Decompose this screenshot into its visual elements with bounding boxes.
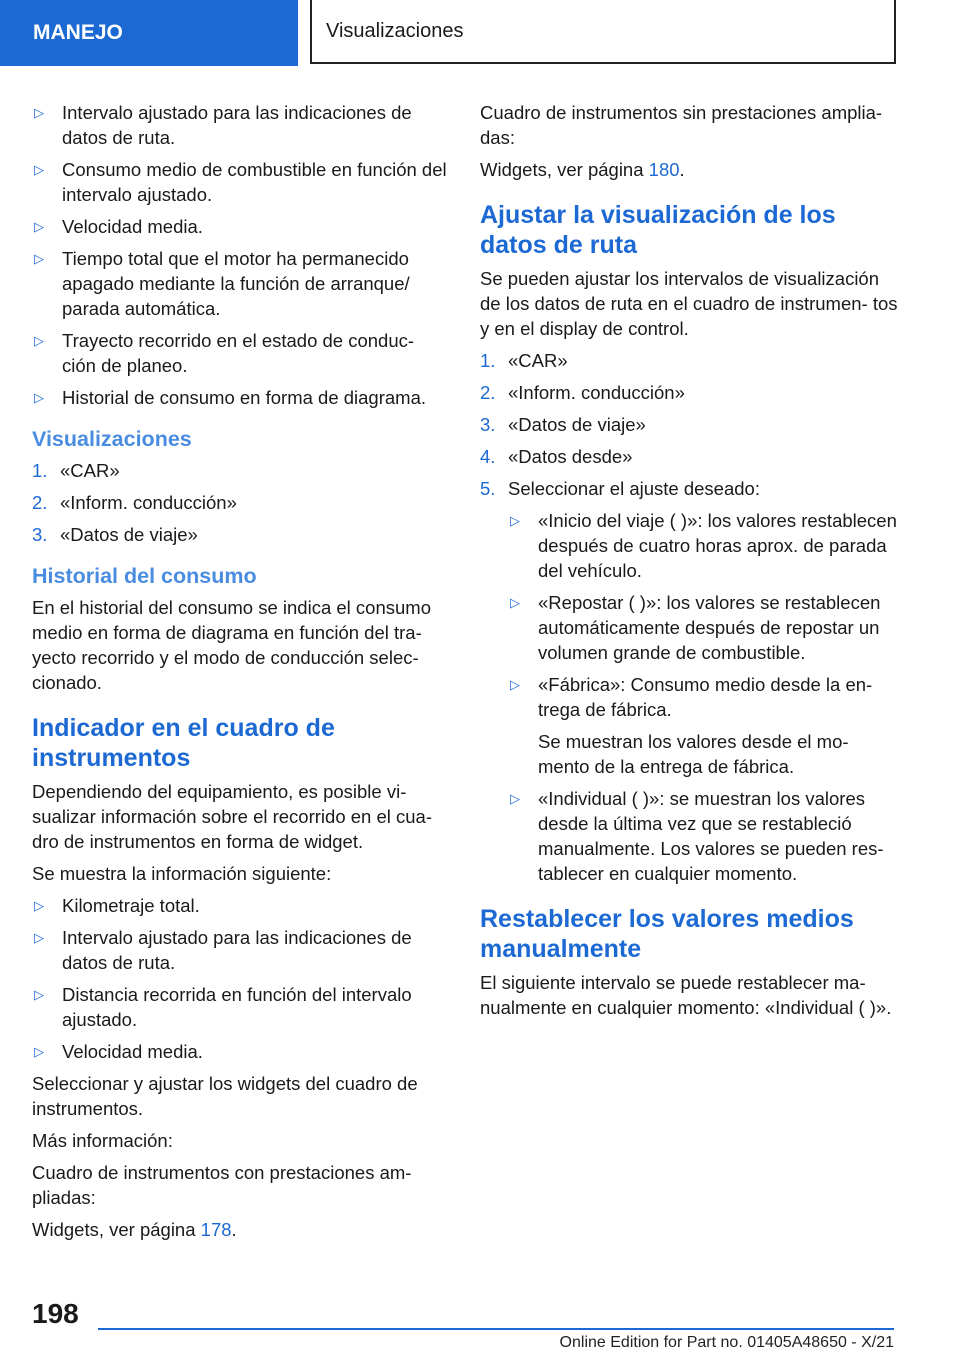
paragraph: Dependiendo del equipamiento, es posible vi- sualizar información sobre el recorrido en el cua- dro de instrumentos en forma de widget. — [32, 781, 432, 852]
list-item: ▷ Tiempo total que el motor ha permanecido apagado mediante la función de arranque/ parada automática. — [34, 248, 410, 319]
page-number: 198 — [32, 1298, 79, 1329]
triangle-bullet-icon: ▷ — [510, 513, 520, 528]
step-item: 5. Seleccionar el ajuste deseado: — [480, 478, 760, 499]
heading-indicador: Indicador en el cuadro de instrumentos — [32, 714, 335, 772]
triangle-bullet-icon: ▷ — [34, 333, 44, 348]
list-item: ▷ Velocidad media. — [34, 1041, 203, 1062]
paragraph: Se muestra la información siguiente: — [32, 863, 332, 884]
list-item: ▷ Intervalo ajustado para las indicaciones de datos de ruta. — [34, 102, 412, 148]
heading-visualizaciones: Visualizaciones — [32, 427, 192, 451]
triangle-bullet-icon: ▷ — [34, 219, 44, 234]
list-item: ▷ Velocidad media. — [34, 216, 203, 237]
triangle-bullet-icon: ▷ — [34, 105, 44, 120]
list-item: ▷ «Inicio del viaje ( )»: los valores restablecen después de cuatro horas aprox. de parada del vehículo. — [510, 510, 897, 581]
list-item: ▷ «Fábrica»: Consumo medio desde la en- trega de fábrica. Se muestran los valores desde el mo- mento de la entrega de fábrica. — [510, 674, 873, 777]
sub-list — [508, 508, 900, 886]
page-link-180[interactable]: 180 — [648, 159, 680, 180]
page-header — [0, 0, 960, 66]
step-item: 3. «Datos de viaje» — [32, 524, 198, 545]
paragraph: Seleccionar y ajustar los widgets del cuadro de instrumentos. — [32, 1073, 418, 1119]
step-item: 1. «CAR» — [480, 350, 568, 371]
triangle-bullet-icon: ▷ — [34, 987, 44, 1002]
triangle-bullet-icon: ▷ — [34, 1044, 44, 1059]
list-item: ▷ «Repostar ( )»: los valores se restablecen automáticamente después de repostar un volumen grande de combustible. — [510, 592, 881, 663]
step-item: 1. «CAR» — [32, 460, 120, 481]
triangle-bullet-icon: ▷ — [510, 595, 520, 610]
chapter-title: Visualizaciones — [310, 0, 896, 64]
triangle-bullet-icon: ▷ — [34, 390, 44, 405]
paragraph: Más información: — [32, 1130, 173, 1151]
heading-restablecer: Restablecer los valores medios manualmente — [480, 905, 854, 963]
paragraph: El siguiente intervalo se puede restablecer ma- nualmente en cualquier momento: «Individual ( )». — [480, 972, 892, 1018]
heading-historial: Historial del consumo — [32, 564, 257, 588]
page-link-178[interactable]: 178 — [200, 1219, 232, 1240]
step-item: 2. «Inform. conducción» — [480, 382, 685, 403]
paragraph: Se pueden ajustar los intervalos de visualización de los datos de ruta en el cuadro de instrumen- tos y en el display de control. — [480, 268, 898, 339]
list-item: ▷ Historial de consumo en forma de diagrama. — [34, 387, 427, 408]
list-item: ▷ «Individual ( )»: se muestran los valores desde la última vez que se restableció manualmente. Los valores se pueden res- tablecer en cualquier momento. — [510, 788, 884, 884]
triangle-bullet-icon: ▷ — [510, 791, 520, 806]
step-item: 3. «Datos de viaje» — [480, 414, 646, 435]
triangle-bullet-icon: ▷ — [510, 677, 520, 692]
right-column — [480, 100, 900, 1027]
step-item: 2. «Inform. conducción» — [32, 492, 237, 513]
widgets-reference: Widgets, ver página 178. — [32, 1219, 237, 1240]
heading-ajustar: Ajustar la visualización de los datos de ruta — [480, 201, 836, 259]
list-item: ▷ Trayecto recorrido en el estado de conduc- ción de planeo. — [34, 330, 415, 376]
list-item: ▷ Consumo medio de combustible en función del intervalo ajustado. — [34, 159, 447, 205]
triangle-bullet-icon: ▷ — [34, 898, 44, 913]
section-tab: MANEJO — [0, 0, 298, 66]
paragraph: Cuadro de instrumentos sin prestaciones amplia- das: — [480, 102, 883, 148]
footer-divider — [98, 1328, 894, 1330]
step-item: 4. «Datos desde» — [480, 446, 633, 467]
list-item: ▷ Distancia recorrida en función del intervalo ajustado. — [34, 984, 412, 1030]
widgets-reference: Widgets, ver página 180. — [480, 159, 685, 180]
triangle-bullet-icon: ▷ — [34, 251, 44, 266]
triangle-bullet-icon: ▷ — [34, 930, 44, 945]
paragraph: Cuadro de instrumentos con prestaciones am- pliadas: — [32, 1162, 412, 1208]
left-column — [32, 100, 452, 1249]
triangle-bullet-icon: ▷ — [34, 162, 44, 177]
edition-note: Online Edition for Part no. 01405A48650 - X/21 — [559, 1334, 894, 1351]
paragraph: En el historial del consumo se indica el consumo medio en forma de diagrama en función del tra- yecto recorrido y el modo de conducción selec- cionado. — [32, 597, 431, 693]
list-item: ▷ Kilometraje total. — [34, 895, 200, 916]
list-item: ▷ Intervalo ajustado para las indicaciones de datos de ruta. — [34, 927, 412, 973]
